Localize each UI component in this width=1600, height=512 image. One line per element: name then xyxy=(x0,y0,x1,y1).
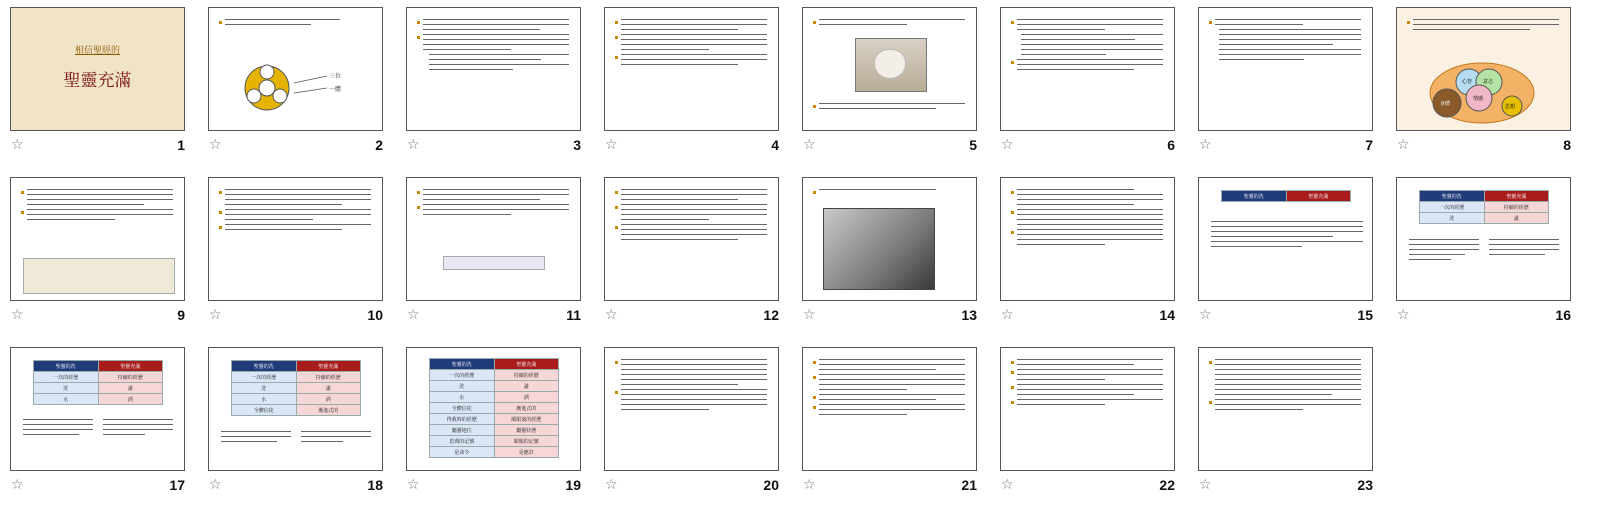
slide-number: 7 xyxy=(1365,137,1373,153)
slide-number: 9 xyxy=(177,307,185,323)
slide-cell xyxy=(1188,170,1373,330)
slide-thumbnail[interactable] xyxy=(604,347,779,471)
table-cell: 酒 xyxy=(494,392,559,403)
slide-cell xyxy=(594,0,779,160)
comparison-table xyxy=(231,360,361,416)
table-cell: 一次的經歷 xyxy=(1420,202,1485,213)
table-cell: 水 xyxy=(430,392,495,403)
table-cell: 一次的經歷 xyxy=(34,372,99,383)
table-cell: 屬靈狀態 xyxy=(494,425,559,436)
slide-cell xyxy=(0,340,185,500)
slide-thumbnail[interactable] xyxy=(604,7,779,131)
table-cell: 全體信徒 xyxy=(430,403,495,414)
table-cell: 滿 xyxy=(1484,213,1549,224)
table-cell: 滿 xyxy=(98,383,163,394)
table-cell: 順服後的經歷 xyxy=(494,414,559,425)
slide-cell xyxy=(198,170,383,330)
slide-thumbnail[interactable] xyxy=(406,177,581,301)
star-icon[interactable]: ☆ xyxy=(407,137,420,153)
slide-number: 8 xyxy=(1563,137,1571,153)
side-label: 三位 xyxy=(329,73,342,80)
slide-cell xyxy=(1386,170,1571,330)
table-cell: 是應許 xyxy=(494,447,559,458)
slide-thumbnail[interactable] xyxy=(1396,7,1571,131)
diagram-label: 身體 xyxy=(1440,101,1451,107)
slide-cell xyxy=(1188,0,1373,160)
table-cell: 持續的經歷 xyxy=(494,370,559,381)
table-cell: 持續的經歷 xyxy=(296,372,361,383)
note-box xyxy=(23,258,175,294)
star-icon[interactable]: ☆ xyxy=(1199,137,1212,153)
slide-cell xyxy=(396,0,581,160)
slide-number: 2 xyxy=(375,137,383,153)
table-header: 聖靈的洗 xyxy=(1222,191,1287,202)
table-cell: 酒 xyxy=(98,394,163,405)
star-icon[interactable]: ☆ xyxy=(1001,307,1014,323)
table-cell: 全體信徒 xyxy=(232,405,297,416)
slide-number: 22 xyxy=(1159,477,1175,493)
slide-number: 17 xyxy=(169,477,185,493)
table-header: 聖靈充滿 xyxy=(494,359,559,370)
slide-cell xyxy=(792,340,977,500)
table-cell: 恩典的記號 xyxy=(430,436,495,447)
star-icon[interactable]: ☆ xyxy=(11,477,24,493)
star-icon[interactable]: ☆ xyxy=(1199,477,1212,493)
lamb-photo xyxy=(855,38,927,92)
slide-thumbnail[interactable] xyxy=(1198,7,1373,131)
slide-title-main: 聖靈充滿 xyxy=(63,71,132,91)
diagram-label: 情感 xyxy=(1473,96,1484,102)
star-icon[interactable]: ☆ xyxy=(1001,137,1014,153)
comparison-table xyxy=(429,358,559,458)
slide-cell xyxy=(990,340,1175,500)
star-icon[interactable]: ☆ xyxy=(209,137,222,153)
slide-number: 6 xyxy=(1167,137,1175,153)
star-icon[interactable]: ☆ xyxy=(803,477,816,493)
slide-cell xyxy=(594,170,779,330)
slide-cell xyxy=(396,170,581,330)
note-box xyxy=(443,256,545,270)
slide-number: 11 xyxy=(566,307,581,323)
table-header: 聖靈的洗 xyxy=(430,359,495,370)
slide-number: 4 xyxy=(771,137,779,153)
star-icon[interactable]: ☆ xyxy=(209,477,222,493)
slide-cell xyxy=(792,0,977,160)
table-cell: 滿 xyxy=(494,381,559,392)
slide-cell xyxy=(0,0,185,160)
slide-number: 10 xyxy=(367,307,383,323)
slide-thumbnail[interactable] xyxy=(406,7,581,131)
slide-number: 14 xyxy=(1159,307,1175,323)
slide-title-top: 相信聖經的 xyxy=(74,46,120,56)
comparison-table xyxy=(1419,190,1549,224)
slide-thumbnail[interactable] xyxy=(1000,347,1175,471)
table-header: 聖靈充滿 xyxy=(1484,191,1549,202)
table-cell: 順服的記號 xyxy=(494,436,559,447)
star-icon[interactable]: ☆ xyxy=(1001,477,1014,493)
star-icon[interactable]: ☆ xyxy=(605,307,618,323)
diagram-label: 心智 xyxy=(1462,79,1473,85)
slide-thumbnail[interactable] xyxy=(208,347,383,471)
star-icon[interactable]: ☆ xyxy=(11,307,24,323)
table-cell: 洗 xyxy=(232,383,297,394)
slide-number: 19 xyxy=(565,477,581,493)
diagram-label: 思想 xyxy=(1505,104,1516,110)
table-cell: 一次的經歷 xyxy=(430,370,495,381)
slide-thumbnail[interactable] xyxy=(10,7,185,131)
table-cell: 持續的經歷 xyxy=(1484,202,1549,213)
star-icon[interactable]: ☆ xyxy=(605,477,618,493)
star-icon[interactable]: ☆ xyxy=(1199,307,1212,323)
slide-thumbnail[interactable] xyxy=(1198,177,1373,301)
slide-thumbnail[interactable] xyxy=(604,177,779,301)
table-cell: 洗 xyxy=(1420,213,1485,224)
prayer-photo xyxy=(823,208,935,290)
star-icon[interactable]: ☆ xyxy=(209,307,222,323)
slide-cell xyxy=(792,170,977,330)
side-label: 一體 xyxy=(329,86,342,93)
table-cell: 是命令 xyxy=(430,447,495,458)
slide-cell xyxy=(396,340,581,500)
table-cell: 漸進式的 xyxy=(296,405,361,416)
slide-thumbnail[interactable] xyxy=(802,177,977,301)
table-header: 聖靈的洗 xyxy=(34,361,99,372)
slide-cell xyxy=(990,0,1175,160)
table-cell: 一次的經歷 xyxy=(232,372,297,383)
table-cell: 水 xyxy=(34,394,99,405)
slide-number: 15 xyxy=(1357,307,1373,323)
slide-number: 20 xyxy=(763,477,779,493)
slide-cell xyxy=(0,170,185,330)
comparison-table xyxy=(33,360,163,405)
slide-thumbnail[interactable] xyxy=(208,177,383,301)
slide-thumbnail[interactable] xyxy=(1198,347,1373,471)
table-cell: 漸進式的 xyxy=(494,403,559,414)
star-icon[interactable]: ☆ xyxy=(407,477,420,493)
table-cell: 滿 xyxy=(296,383,361,394)
slide-thumbnail[interactable] xyxy=(1000,177,1175,301)
table-header: 聖靈的洗 xyxy=(232,361,297,372)
slide-thumbnail[interactable] xyxy=(802,7,977,131)
slide-cell xyxy=(1188,340,1373,500)
slide-number: 23 xyxy=(1357,477,1373,493)
slide-thumbnail[interactable] xyxy=(10,177,185,301)
table-header: 聖靈充滿 xyxy=(98,361,163,372)
slide-thumbnail[interactable] xyxy=(1396,177,1571,301)
slide-number: 5 xyxy=(969,137,977,153)
slide-cell xyxy=(1386,0,1571,160)
slide-number: 1 xyxy=(177,137,185,153)
star-icon[interactable]: ☆ xyxy=(1397,307,1410,323)
table-cell: 洗 xyxy=(430,381,495,392)
table-cell: 得救時的經歷 xyxy=(430,414,495,425)
table-cell: 屬靈地位 xyxy=(430,425,495,436)
table-header: 聖靈充滿 xyxy=(296,361,361,372)
star-icon[interactable]: ☆ xyxy=(11,137,24,153)
trinity-diagram xyxy=(209,8,383,131)
star-icon[interactable]: ☆ xyxy=(1397,137,1410,153)
diagram-label: 意志 xyxy=(1483,79,1494,85)
slide-thumbnail[interactable] xyxy=(406,347,581,471)
slide-thumbnail[interactable] xyxy=(1000,7,1175,131)
table-cell: 水 xyxy=(232,394,297,405)
slide-thumbnail[interactable] xyxy=(208,7,383,131)
slide-number: 13 xyxy=(961,307,977,323)
table-cell: 酒 xyxy=(296,394,361,405)
table-header: 聖靈充滿 xyxy=(1286,191,1351,202)
slide-cell xyxy=(198,340,383,500)
table-header: 聖靈的洗 xyxy=(1420,191,1485,202)
slide-number: 3 xyxy=(573,137,581,153)
table-cell: 洗 xyxy=(34,383,99,394)
slide-thumbnail[interactable] xyxy=(802,347,977,471)
slide-cell xyxy=(594,340,779,500)
star-icon[interactable]: ☆ xyxy=(803,137,816,153)
slide-number: 18 xyxy=(367,477,383,493)
slide-cell xyxy=(198,0,383,160)
star-icon[interactable]: ☆ xyxy=(407,307,420,323)
slide-number: 21 xyxy=(961,477,977,493)
comparison-table xyxy=(1221,190,1351,202)
soul-diagram xyxy=(1397,8,1571,131)
table-cell: 持續的經歷 xyxy=(98,372,163,383)
star-icon[interactable]: ☆ xyxy=(803,307,816,323)
slide-number: 16 xyxy=(1555,307,1571,323)
star-icon[interactable]: ☆ xyxy=(605,137,618,153)
slide-thumbnail[interactable] xyxy=(10,347,185,471)
slide-cell xyxy=(990,170,1175,330)
slide-number: 12 xyxy=(763,307,779,323)
